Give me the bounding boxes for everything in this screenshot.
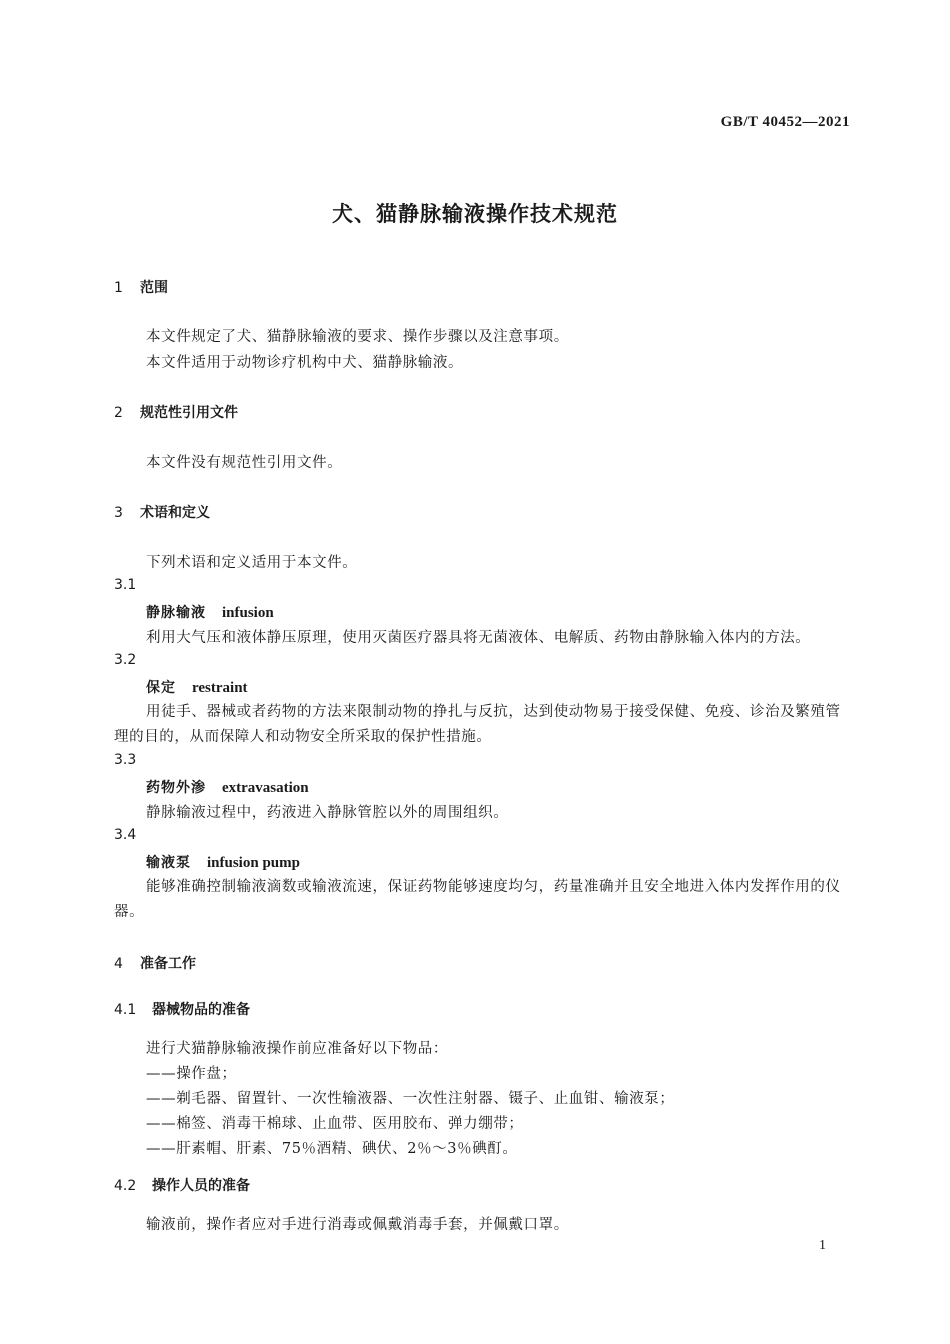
- section-4-heading: [114, 953, 196, 973]
- term-chinese: 保定: [146, 680, 176, 696]
- term-entry: [146, 677, 248, 697]
- list-item: ——剃毛器、留置针、一次性输液器、一次性注射器、镊子、止血钳、输液泵；: [146, 1091, 675, 1107]
- list-item: ——操作盘；: [146, 1066, 237, 1082]
- section-number: 4: [114, 956, 123, 972]
- section-3-heading: [114, 502, 210, 522]
- term-entry: [146, 602, 274, 622]
- term-definition: 利用大气压和液体静压原理，使用灭菌医疗器具将无菌液体、电解质、药物由静脉输入体内的方法。: [146, 630, 811, 646]
- list-item: ——棉签、消毒干棉球、止血带、医用胶布、弹力绷带；: [146, 1116, 524, 1132]
- paragraph: 输液前，操作者应对手进行消毒或佩戴消毒手套，并佩戴口罩。: [146, 1217, 569, 1233]
- list-item: ——肝素帽、肝素、75％酒精、碘伏、2％～3％碘酊。: [146, 1141, 518, 1157]
- term-definition: 能够准确控制输液滴数或输液流速，保证药物能够速度均匀，药量准确并且安全地进入体内发挥作用的仪器。: [114, 879, 841, 920]
- paragraph: 本文件没有规范性引用文件。: [146, 455, 343, 471]
- section-number: 2: [114, 405, 123, 421]
- standard-number: GB/T 40452—2021: [720, 114, 850, 130]
- paragraph: 本文件适用于动物诊疗机构中犬、猫静脉输液。: [146, 355, 464, 371]
- term-number: 3.3: [114, 752, 137, 768]
- section-title: 准备工作: [140, 956, 196, 972]
- term-chinese: 输液泵: [146, 855, 191, 871]
- term-english: restraint: [192, 680, 248, 696]
- paragraph: 下列术语和定义适用于本文件。: [146, 555, 358, 571]
- subsection-title: 操作人员的准备: [152, 1178, 250, 1194]
- section-1-heading: [114, 277, 168, 297]
- term-english: infusion: [222, 605, 274, 621]
- term-chinese: 静脉输液: [146, 605, 206, 621]
- document-title: 犬、猫静脉输液操作技术规范: [332, 202, 618, 226]
- subsection-title: 器械物品的准备: [152, 1002, 250, 1018]
- paragraph: 本文件规定了犬、猫静脉输液的要求、操作步骤以及注意事项。: [146, 329, 569, 345]
- subsection-4-2-heading: [114, 1175, 250, 1195]
- term-english: infusion pump: [207, 855, 300, 871]
- term-entry: [146, 852, 300, 872]
- section-title: 范围: [140, 280, 168, 296]
- term-chinese: 药物外渗: [146, 780, 206, 796]
- term-english: extravasation: [222, 780, 309, 796]
- page-number: 1: [819, 1238, 826, 1253]
- paragraph: 进行犬猫静脉输液操作前应准备好以下物品：: [146, 1041, 448, 1057]
- section-2-heading: [114, 402, 238, 422]
- term-number: 3.2: [114, 652, 137, 668]
- section-title: 规范性引用文件: [140, 405, 238, 421]
- term-entry: [146, 777, 309, 797]
- section-title: 术语和定义: [140, 505, 210, 521]
- subsection-4-1-heading: [114, 999, 250, 1019]
- subsection-number: 4.1: [114, 1002, 137, 1018]
- term-number: 3.1: [114, 577, 137, 593]
- term-definition: 静脉输液过程中，药液进入静脉管腔以外的周围组织。: [146, 805, 509, 821]
- section-number: 1: [114, 280, 123, 296]
- section-number: 3: [114, 505, 123, 521]
- subsection-number: 4.2: [114, 1178, 137, 1194]
- term-definition: 用徒手、器械或者药物的方法来限制动物的挣扎与反抗，达到使动物易于接受保健、免疫、诊治及繁殖管理的目的，从而保障人和动物安全所采取的保护性措施。: [114, 704, 841, 745]
- term-number: 3.4: [114, 827, 137, 843]
